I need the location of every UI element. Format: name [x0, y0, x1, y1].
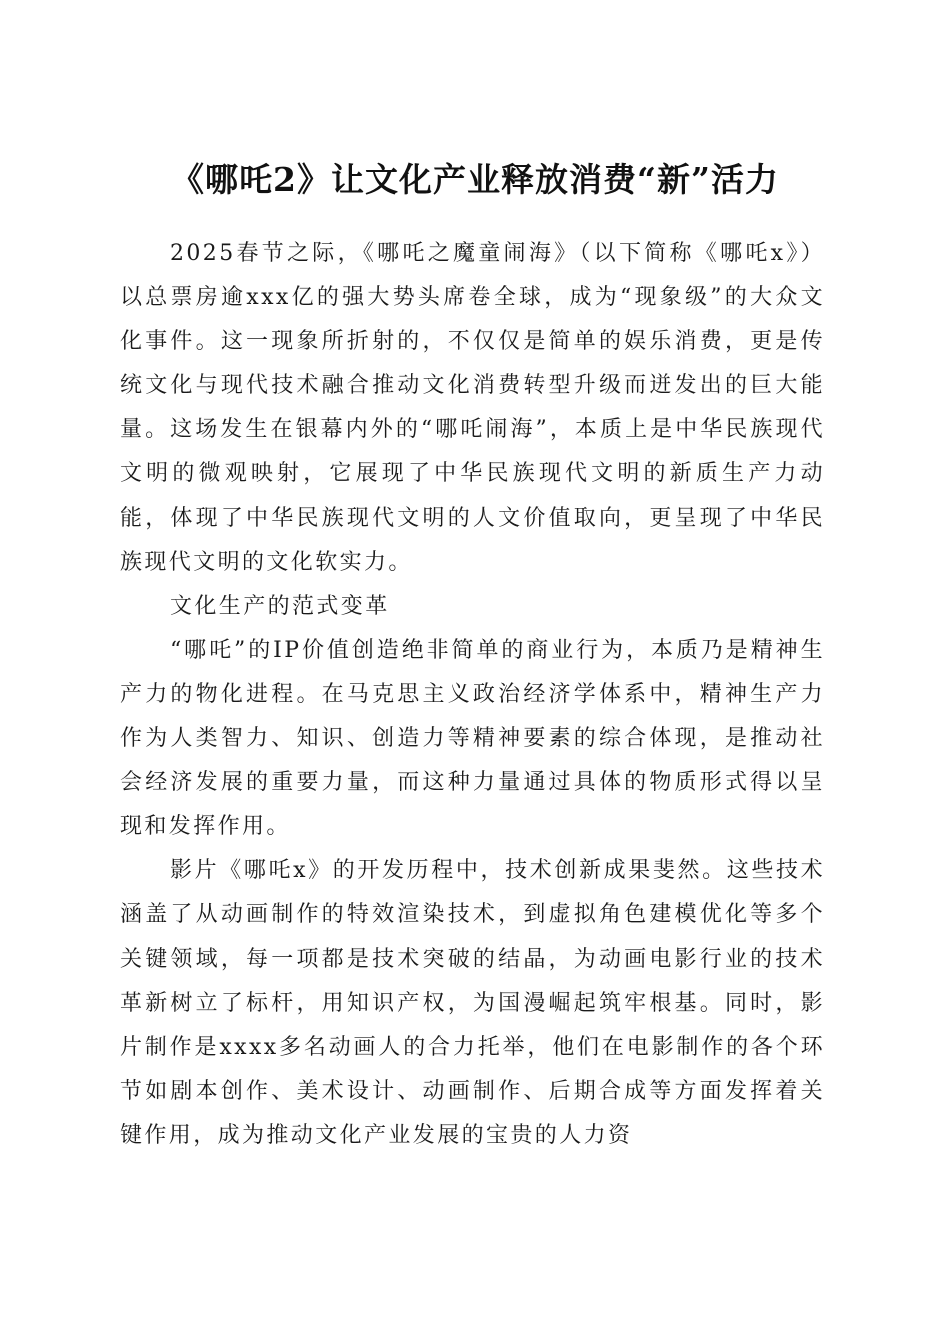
paragraph-intro: 2025春节之际，《哪吒之魔童闹海》（以下简称《哪吒x》）以总票房逾xxx亿的强大势头席卷全球，成为“现象级”的大众文化事件。这一现象所折射的，不仅仅是简单的娱乐消费，更是传统文化与现代技术融合推动文化消费转型升级而迸发出的巨大能量。这场发生在银幕内外的“哪吒闹海”，本质上是中华民族现代文明的微观映射，它展现了中华民族现代文明的新质生产力动能，体现了中华民族现代文明的人文价值取向，更呈现了中华民族现代文明的文化软实力。	[120, 241, 825, 575]
paragraph-ip-value: “哪吒”的IP价值创造绝非简单的商业行为，本质乃是精神生产力的物化进程。在马克思主义政治经济学体系中，精神生产力作为人类智力、知识、创造力等精神要素的综合体现，是推动社会经济发展的重要力量，而这种力量通过具体的物质形式得以呈现和发挥作用。	[120, 637, 825, 840]
section-heading: 文化生产的范式变革	[170, 593, 390, 619]
paragraph-tech-innovation: 影片《哪吒x》的开发历程中，技术创新成果斐然。这些技术涵盖了从动画制作的特效渲染技术，到虚拟角色建模优化等多个关键领域，每一项都是技术突破的结晶，为动画电影行业的技术革新树立了标杆，用知识产权，为国漫崛起筑牢根基。同时，影片制作是xxxx多名动画人的合力托举，他们在电影制作的各个环节如剧本创作、美术设计、动画制作、后期合成等方面发挥着关键作用，成为推动文化产业发展的宝贵的人力资	[120, 858, 825, 1148]
document-title: 《哪吒2》让文化产业释放消费“新”活力	[171, 160, 779, 200]
document-body	[120, 232, 825, 1158]
